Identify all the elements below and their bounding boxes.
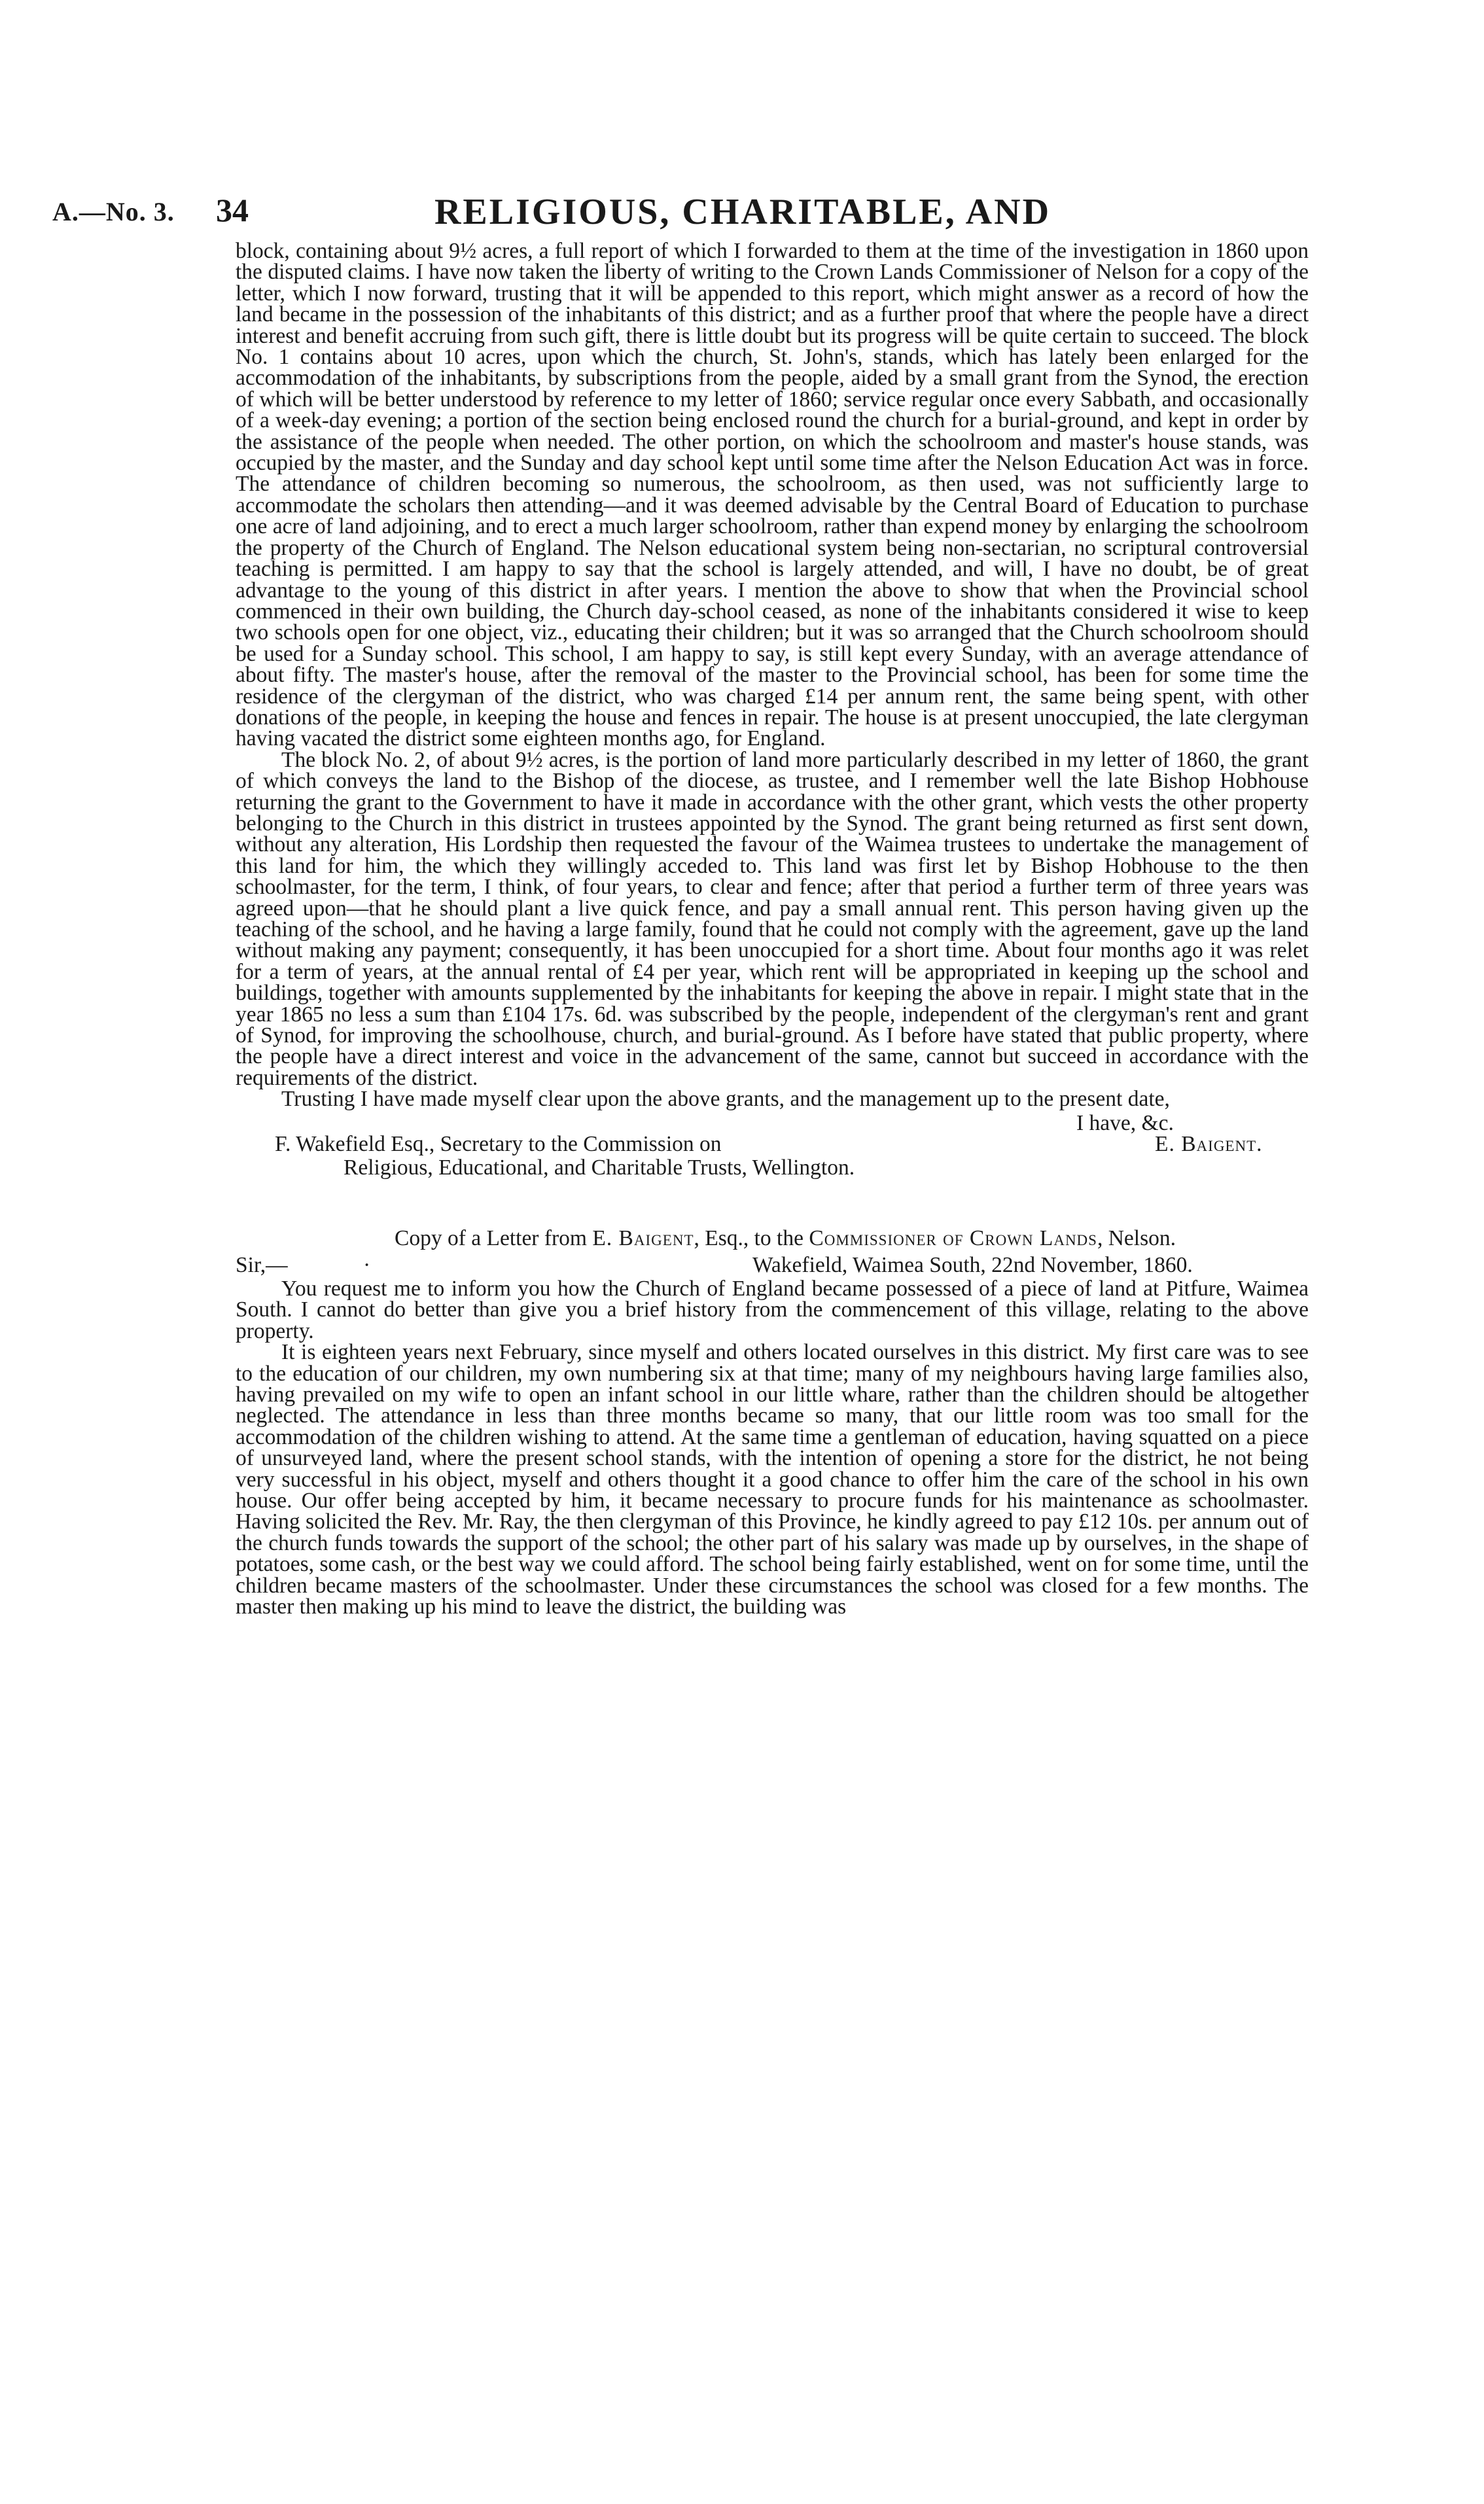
salutation-line <box>236 1252 1309 1278</box>
paragraph: Trusting I have made myself clear upon the above grants, and the management up to the present date, <box>281 1087 1170 1112</box>
signature: E. Baigent. <box>1155 1132 1263 1157</box>
salutation: Sir,— <box>236 1252 288 1277</box>
heading-prefix: Copy of a Letter from <box>395 1226 587 1251</box>
heading-from: E. Baigent <box>592 1226 694 1251</box>
signature-line <box>236 1134 1309 1157</box>
letter-heading <box>236 1228 1309 1249</box>
document-body <box>236 241 1309 1617</box>
heading-middle: , Esq., to the <box>694 1226 804 1251</box>
valediction: I have, &c. <box>1076 1110 1174 1135</box>
addressee-continued: Religious, Educational, and Charitable Trusts, Wellington. <box>344 1155 855 1180</box>
heading-to: Commissioner of Crown Lands <box>809 1226 1097 1251</box>
place-date: Wakefield, Waimea South, 22nd November, 1860. <box>752 1252 1193 1277</box>
heading-suffix: , Nelson. <box>1097 1226 1176 1251</box>
running-title: RELIGIOUS, CHARITABLE, AND <box>434 192 1051 232</box>
page-header <box>52 191 1433 237</box>
paragraph: block, containing about 9½ acres, a full report of which I forwarded to them at the time of the investigation in 1860 upon the disputed claims. I have now taken the liberty of writing to the Crown Lands Commissioner of Nelson for a copy of the letter, which I now forward, trusting that it will be appended to this report, which might answer as a record of how the land became in the possession of the inhabitants of this district; and as a further proof that where the people have a direct interest and benefit accruing from such gift, there is little doubt but its progress will be quite certain to succeed. The block No. 1 contains about 10 acres, upon which the church, St. John's, stands, which has lately been enlarged for the accommodation of the inhabitants, by subscriptions from the people, aided by a small grant from the Synod, the erection of which will be better understood by reference to my letter of 1860; service regular once every Sabbath, and occasionally of a week-day evening; a portion of the section being enclosed round the church for a burial-ground, and kept in order by the assistance of the people when needed. The other portion, on which the schoolroom and master's house stands, was occupied by the master, and the Sunday and day school kept until some time after the Nelson Education Act was in force. The attendance of children becoming so numerous, the schoolroom, as then used, was not sufficiently large to accommodate the scholars then attending—and it was deemed advisable by the Central Board of Education to purchase one acre of land adjoining, and to erect a much larger schoolroom, rather than expend money by enlarging the schoolroom the property of the Church of England. The Nelson educational system being non-sectarian, no scriptural controversial teaching is permitted. I am happy to say that the school is largely attended, and will, I have no doubt, be of great advantage to the young of this district in after years. I mention the above to show that when the Provincial school commenced in their own building, the Church day-school ceased, as none of the inhabitants considered it wise to keep two schools open for one object, viz., educating their children; but it was so arranged that the Church schoolroom should be used for a Sunday school. This school, I am happy to say, is still kept every Sunday, with an average attendance of about fifty. The master's house, after the removal of the master to the Provincial school, has been for some time the residence of the clergyman of the district, who was charged £14 per annum rent, the same being spent, with other donations of the people, in keeping the house and fences in repair. The house is at present unoccupied, the late clergyman having vacated the district some eighteen months ago, for England. <box>236 239 1309 751</box>
addressee: F. Wakefield Esq., Secretary to the Commission on <box>275 1132 722 1157</box>
paragraph: The block No. 2, of about 9½ acres, is the portion of land more particularly described in my letter of 1860, the grant of which conveys the land to the Bishop of the diocese, as trustee, and I remember well the late Bishop Hobhouse returning the grant to the Government to have it made in accordance with the other grant, which vests the other property belonging to the Church in this district in trustees appointed by the Synod. The grant being returned as first sent down, without any alteration, His Lordship then requested the favour of the Waimea trustees to undertake the management of this land for him, the which they willingly acceded to. This land was first let by Bishop Hobhouse to the then schoolmaster, for the term, I think, of four years, to clear and fence; after that period a further term of three years was agreed upon—that he should plant a live quick fence, and pay a small annual rent. This person having given up the teaching of the school, and he having a large family, found that he could not comply with the agreement, gave up the land without making any payment; consequently, it has been unoccupied for a short time. About four months ago it was relet for a term of years, at the annual rental of £4 per year, which rent will be appropriated in keeping up the school and buildings, together with amounts supplemented by the inhabitants for keeping the above in repair. I might state that in the year 1865 no less a sum than £104 17s. 6d. was subscribed by the people, independent of the clergyman's rent and grant of Synod, for improving the schoolhouse, church, and burial-ground. As I before have stated that public property, where the people have a direct interest and voice in the advancement of the same, cannot but succeed in accordance with the requirements of the district. <box>236 747 1309 1090</box>
letter-paragraph: You request me to inform you how the Church of England became possessed of a piece of land at Pitfure, Waimea South. I cannot do better than give you a brief history from the commencement of this village, relating to the above property. <box>236 1276 1309 1343</box>
letter-paragraph: It is eighteen years next February, since myself and others located ourselves in this district. My first care was to see to the education of our children, my own numbering six at that time; many of my neighbours having large families also, having prevailed on my wife to open an infant school in our little whare, rather than the children should be altogether neglected. The attendance in less than three months became so many, that our little room was too small for the accommodation of the children wishing to attend. At the same time a gentleman of education, having squatted on a piece of unsurveyed land, where the present school stands, with the intention of opening a store for the district, he not being very successful in his object, myself and others thought it a good chance to offer him the care of the school in his own house. Our offer being accepted by him, it became necessary to procure funds for his maintenance as schoolmaster. Having solicited the Rev. Mr. Ray, the then clergyman of this Province, he kindly agreed to pay £12 10s. per annum out of the church funds towards the support of the school; the other part of his salary was made up by ourselves, in the shape of potatoes, some cash, or the best way we could afford. The school being fairly established, went on for some time, until the children became masters of the schoolmaster. Under these circumstances the school was closed for a few months. The master then making up his mind to leave the district, the building was <box>236 1340 1309 1619</box>
salutation-mark: · <box>363 1252 371 1277</box>
paper-reference: A.—No. 3. <box>52 197 175 226</box>
page-number: 34 <box>216 192 249 228</box>
